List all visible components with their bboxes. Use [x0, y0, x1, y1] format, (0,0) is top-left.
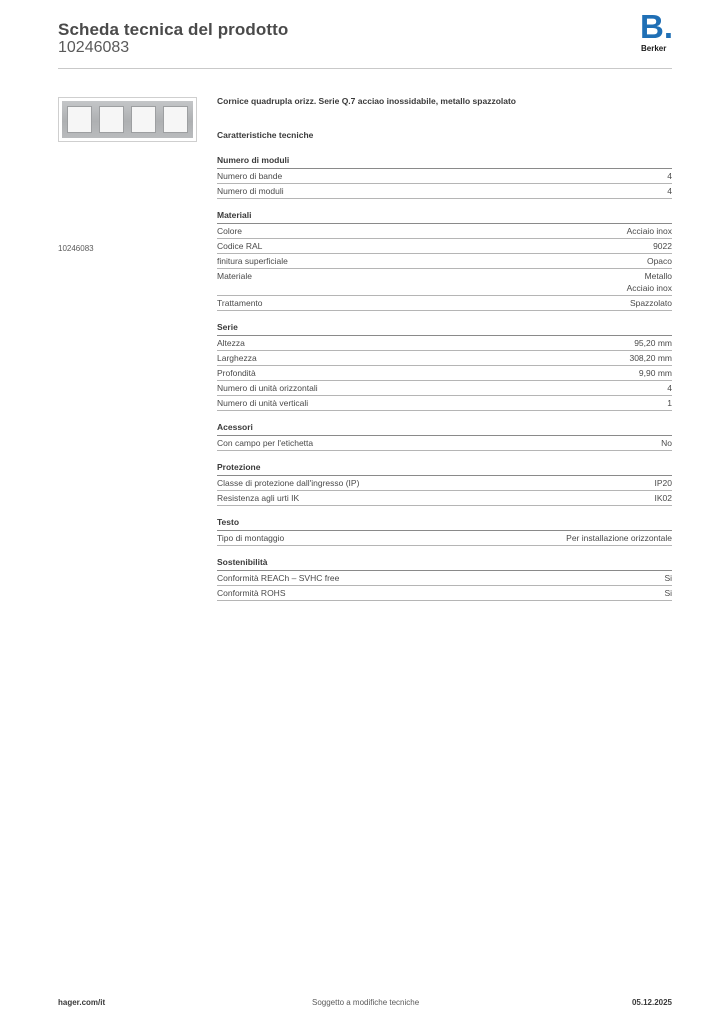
- spec-label: Colore: [217, 226, 243, 236]
- footer-website[interactable]: hager.com/it: [58, 998, 106, 1007]
- frame-illustration: [62, 101, 193, 138]
- spec-label: Altezza: [217, 338, 245, 348]
- spec-row: [217, 396, 672, 411]
- spec-row: [217, 224, 672, 239]
- spec-section: [217, 154, 672, 199]
- spec-value: IP20: [654, 478, 672, 488]
- frame-opening: [99, 106, 124, 133]
- spec-label: Numero di bande: [217, 171, 283, 181]
- image-caption: 10246083: [58, 244, 94, 253]
- spec-content: [217, 96, 672, 611]
- spec-value: 4: [667, 383, 672, 393]
- spec-label: Conformità REACh – SVHC free: [217, 573, 340, 583]
- section-title: Protezione: [217, 461, 672, 476]
- spec-value: Opaco: [646, 256, 672, 266]
- spec-label: Classe di protezione dall'ingresso (IP): [217, 478, 360, 488]
- logo-text: Berker: [641, 44, 667, 53]
- section-title: Sostenibilità: [217, 556, 672, 571]
- spec-value: No: [661, 438, 672, 448]
- spec-value: 1: [667, 398, 672, 408]
- spec-row: [217, 491, 672, 506]
- logo-letter: B.: [640, 8, 673, 45]
- spec-label: finitura superficiale: [217, 256, 288, 266]
- spec-value: 4: [667, 171, 672, 181]
- spec-section: [217, 321, 672, 411]
- spec-section: [217, 421, 672, 451]
- spec-row: [217, 571, 672, 586]
- spec-label: Numero di unità orizzontali: [217, 383, 318, 393]
- spec-value: 308,20 mm: [629, 353, 672, 363]
- spec-value: 9022: [653, 241, 672, 251]
- spec-label: Larghezza: [217, 353, 257, 363]
- spec-label: Profondità: [217, 368, 256, 378]
- section-title: Serie: [217, 321, 672, 336]
- spec-row: [217, 366, 672, 381]
- spec-section: [217, 556, 672, 601]
- spec-value: IK02: [654, 493, 672, 503]
- spec-row: [217, 336, 672, 351]
- spec-label: Conformità ROHS: [217, 588, 286, 598]
- spec-value: 95,20 mm: [634, 338, 672, 348]
- spec-label: Materiale: [217, 271, 252, 281]
- spec-label: Trattamento: [217, 298, 263, 308]
- spec-section: [217, 209, 672, 311]
- spec-value: 9,90 mm: [638, 368, 672, 378]
- spec-value: Si: [664, 588, 672, 598]
- spec-sections: [217, 154, 672, 601]
- spec-row: [217, 239, 672, 254]
- berker-logo: [640, 8, 674, 54]
- spec-section: [217, 461, 672, 506]
- page-title: Scheda tecnica del prodotto: [58, 20, 289, 39]
- frame-opening: [163, 106, 188, 133]
- spec-value: Si: [664, 573, 672, 583]
- spec-row: [217, 476, 672, 491]
- spec-row: [217, 381, 672, 396]
- product-title: Cornice quadrupla orizz. Serie Q.7 acciao inossidabile, metallo spazzolato: [217, 96, 516, 106]
- features-heading: Caratteristiche tecniche: [217, 130, 314, 140]
- section-title: Testo: [217, 516, 672, 531]
- frame-opening: [131, 106, 156, 133]
- spec-row: [217, 296, 672, 311]
- section-title: Materiali: [217, 209, 672, 224]
- spec-section: [217, 516, 672, 546]
- spec-value: 4: [667, 186, 672, 196]
- header-divider: [58, 68, 672, 69]
- section-title: Acessori: [217, 421, 672, 436]
- spec-label: Codice RAL: [217, 241, 263, 251]
- spec-value: Metallo Acciaio inox: [626, 271, 672, 293]
- spec-row: [217, 586, 672, 601]
- frame-opening: [67, 106, 92, 133]
- spec-row: [217, 531, 672, 546]
- footer-notice: Soggetto a modifiche tecniche: [312, 998, 420, 1007]
- spec-value: Acciaio inox: [626, 226, 672, 236]
- section-title: Numero di moduli: [217, 154, 672, 169]
- spec-row: [217, 184, 672, 199]
- spec-label: Con campo per l'etichetta: [217, 438, 314, 448]
- footer-date: 05.12.2025: [631, 998, 672, 1007]
- spec-label: Numero di unità verticali: [217, 398, 309, 408]
- spec-value: Spazzolato: [629, 298, 672, 308]
- spec-label: Tipo di montaggio: [217, 533, 285, 543]
- spec-row: [217, 254, 672, 269]
- spec-label: Numero di moduli: [217, 186, 284, 196]
- product-image: [58, 97, 197, 142]
- spec-value: Per installazione orizzontale: [566, 533, 672, 543]
- spec-row: [217, 269, 672, 296]
- product-code: 10246083: [58, 39, 130, 56]
- spec-row: [217, 436, 672, 451]
- spec-label: Resistenza agli urti IK: [217, 493, 300, 503]
- spec-row: [217, 169, 672, 184]
- spec-row: [217, 351, 672, 366]
